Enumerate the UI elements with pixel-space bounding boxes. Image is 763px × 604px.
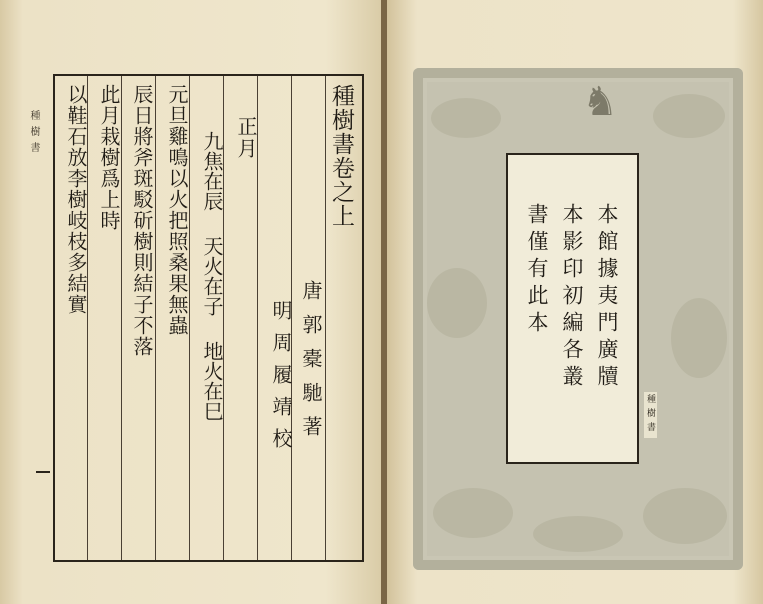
horse-icon: ♞ — [582, 79, 618, 125]
calendar-item: 九焦在辰 — [200, 131, 224, 211]
cloud-pattern — [431, 98, 501, 138]
notice-column-1: 本館據夷門廣牘 — [595, 203, 619, 392]
body-line-1: 元旦雞鳴以火把照桑果無蟲 — [165, 84, 189, 336]
cloud-pattern — [643, 488, 727, 544]
cloud-pattern — [653, 94, 725, 138]
calendar-item: 天火在子 — [200, 236, 224, 316]
month-heading: 正月 — [234, 116, 258, 160]
notice-column-3: 書僅有此本 — [525, 203, 549, 338]
cloud-pattern — [533, 516, 623, 552]
body-line-4: 以鞋石放李樹岐枝多結實 — [64, 84, 88, 315]
notice-column-2: 本影印初編各叢 — [560, 203, 584, 392]
book-title: 種樹書卷之上 — [328, 84, 354, 228]
calendar-line — [198, 131, 227, 421]
cloud-pattern — [427, 268, 487, 338]
author-line-1: 唐郭橐馳著 — [299, 280, 323, 450]
margin-title: 種樹書 — [28, 110, 39, 158]
page-number — [36, 471, 50, 473]
cloud-pattern — [671, 298, 727, 378]
author-line-2: 明周履靖校 — [269, 300, 293, 460]
cloud-pattern — [433, 488, 513, 538]
body-line-2: 辰日將斧斑駁斫樹則結子不落 — [130, 84, 154, 357]
body-line-3: 此月栽樹爲上時 — [97, 84, 121, 231]
calendar-item: 地火在巳 — [200, 341, 224, 421]
side-title: 種樹書 — [645, 394, 655, 436]
